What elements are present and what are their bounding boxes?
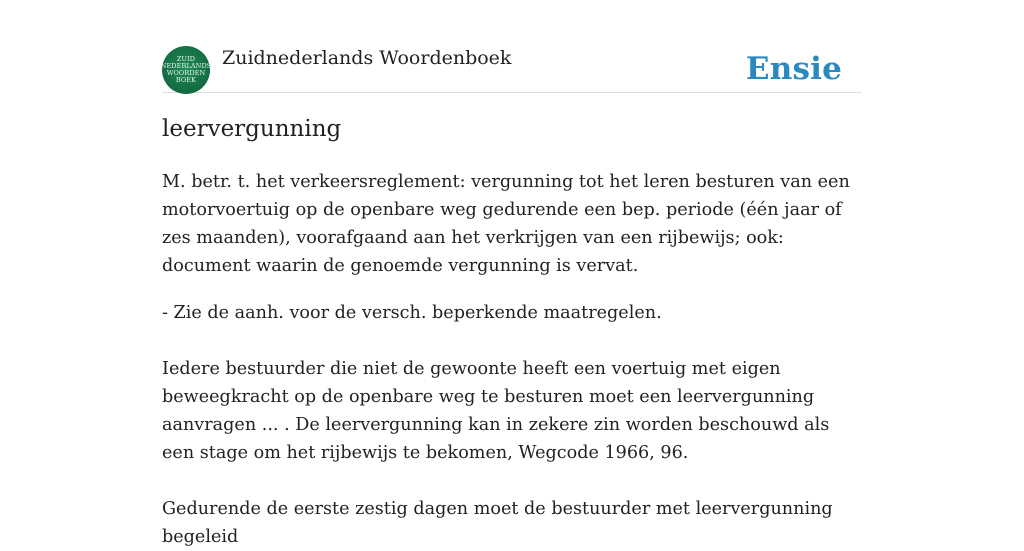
- logo-line: NEDERLANDS: [160, 62, 212, 70]
- definition-text: M. betr. t. het verkeersreglement: vergunning tot het leren besturen van een motorvoertuig op de openbare weg gedurende een bep. periode (één jaar of zes maanden), voorafgaand aan het verkrijgen van een rijbewijs; ook: document waarin de genoemde vergunning is vervat.: [162, 172, 850, 276]
- header: [162, 44, 862, 93]
- ensie-brand-link[interactable]: Ensie: [745, 51, 842, 87]
- dictionary-name-link[interactable]: Zuidnederlands Woordenboek: [222, 47, 512, 69]
- page-title: leervergunning: [162, 116, 342, 142]
- dictionary-logo[interactable]: [162, 46, 210, 94]
- logo-line: BOEK: [175, 76, 197, 84]
- spacer: [162, 467, 862, 495]
- logo-line: WOORDEN: [166, 69, 206, 77]
- quote-text: Gedurende de eerste zestig dagen moet de bestuurder met leervergunning begeleid: [162, 499, 833, 547]
- page: [160, 0, 862, 547]
- logo-line: ZUID: [176, 55, 196, 63]
- entry-content: [162, 168, 862, 551]
- note-text: - Zie de aanh. voor de versch. beperkende maatregelen.: [162, 303, 662, 323]
- quote-text: Iedere bestuurder die niet de gewoonte heeft een voertuig met eigen beweegkracht op de openbare weg te besturen moet een leervergunning aanvragen ... . De leervergunning kan in zekere zin worden beschouwd als een stage om het rijbewijs te bekomen, Wegcode 1966, 96.: [162, 359, 830, 463]
- spacer: [162, 327, 862, 355]
